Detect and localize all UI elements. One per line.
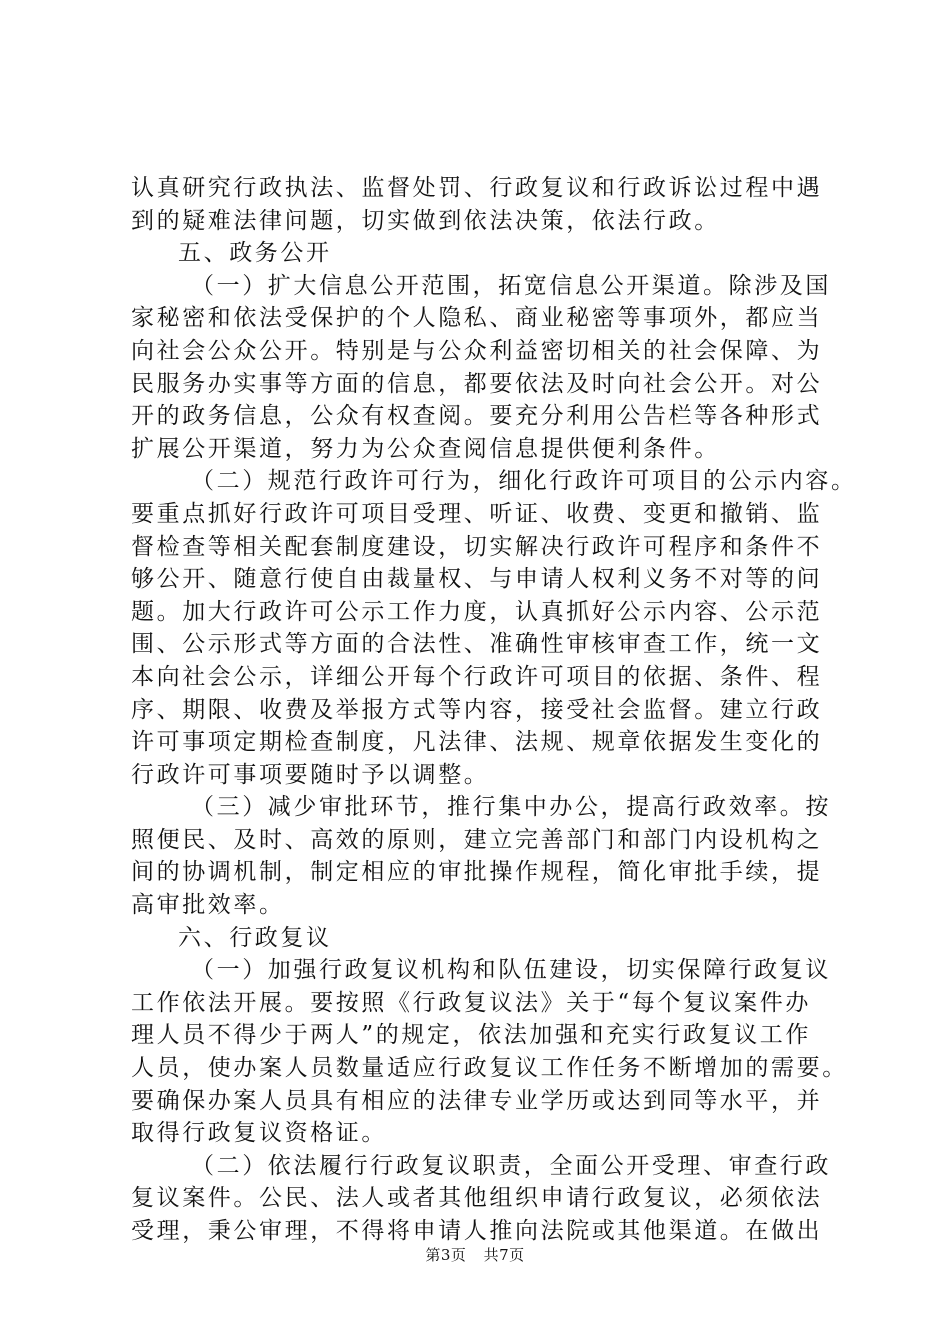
document-body — [131, 172, 857, 1248]
text-line: 认真研究行政执法、监督处罚、行政复议和行政诉讼过程中遇 — [131, 175, 823, 201]
text-line: （二）规范行政许可行为，细化行政许可项目的公示内容。 — [191, 468, 857, 495]
text-line: 开的政务信息，公众有权查阅。要充分利用公告栏等各种形式 — [131, 403, 823, 430]
text-line: 照便民、及时、高效的原则，建立完善部门和部门内设机构之 — [131, 826, 823, 853]
text-line: 围、公示形式等方面的合法性、准确性审核审查工作，统一文 — [131, 631, 823, 658]
text-line: 题。加大行政许可公示工作力度，认真抓好公示内容、公示范 — [131, 598, 823, 625]
text-line: 督检查等相关配套制度建设，切实解决行政许可程序和条件不 — [131, 533, 823, 560]
page-total: 共7页 — [483, 1246, 525, 1264]
section-heading: 五、政务公开 — [178, 240, 332, 267]
text-line: 复议案件。公民、法人或者其他组织申请行政复议，必须依法 — [131, 1185, 823, 1212]
text-line: 本向社会公示，详细公开每个行政许可项目的依据、条件、程 — [131, 663, 823, 690]
text-line: （三）减少审批环节，推行集中办公，提高行政效率。按 — [191, 794, 831, 821]
page-number: 第3页 — [425, 1246, 467, 1264]
text-line: 扩展公开渠道，努力为公众查阅信息提供便利条件。 — [131, 435, 720, 462]
text-line: 间的协调机制，制定相应的审批操作规程，简化审批手续，提 — [131, 859, 823, 886]
text-line: 家秘密和依法受保护的个人隐私、商业秘密等事项外，都应当 — [131, 305, 823, 332]
text-line: 行政许可事项要随时予以调整。 — [131, 761, 490, 788]
text-line: 序、期限、收费及举报方式等内容，接受社会监督。建立行政 — [131, 696, 823, 723]
text-line: 理人员不得少于两人”的规定，依法加强和充实行政复议工作 — [131, 1022, 811, 1049]
text-line: 受理，秉公审理，不得将申请人推向法院或其他渠道。在做出 — [131, 1218, 823, 1244]
text-line: 高审批效率。 — [131, 892, 285, 919]
text-line: 向社会公众公开。特别是与公众利益密切相关的社会保障、为 — [131, 337, 823, 364]
text-line: 人员，使办案人员数量适应行政复议工作任务不断增加的需要。 — [131, 1055, 848, 1082]
text-line: （二）依法履行行政复议职责，全面公开受理、审查行政 — [191, 1152, 831, 1179]
text-line: 工作依法开展。要按照《行政复议法》关于“每个复议案件办 — [131, 989, 811, 1016]
section-heading: 六、行政复议 — [178, 924, 332, 951]
text-line: 要重点抓好行政许可项目受理、听证、收费、变更和撤销、监 — [131, 500, 823, 527]
text-line: （一）加强行政复议机构和队伍建设，切实保障行政复议 — [191, 957, 831, 984]
text-line: 要确保办案人员具有相应的法律专业学历或达到同等水平，并 — [131, 1087, 823, 1114]
text-line: （一）扩大信息公开范围，拓宽信息公开渠道。除涉及国 — [191, 272, 831, 299]
text-line: 够公开、随意行使自由裁量权、与申请人权利义务不对等的问 — [131, 566, 823, 593]
page-footer — [0, 1244, 950, 1265]
text-line: 许可事项定期检查制度，凡法律、法规、规章依据发生变化的 — [131, 729, 823, 756]
text-line: 民服务办实事等方面的信息，都要依法及时向社会公开。对公 — [131, 370, 823, 397]
text-line: 取得行政复议资格证。 — [131, 1120, 387, 1147]
text-line: 到的疑难法律问题，切实做到依法决策，依法行政。 — [131, 207, 720, 234]
